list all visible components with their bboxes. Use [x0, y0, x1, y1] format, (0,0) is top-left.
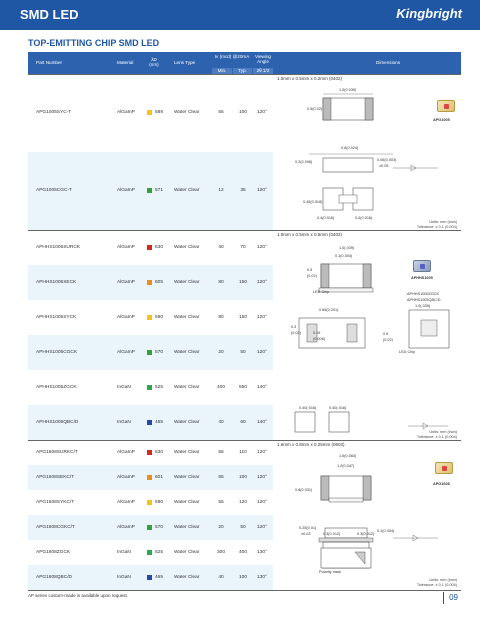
part-number-cell: APHHS1005SURCK: [36, 245, 80, 250]
viewing-angle-cell: 140°: [257, 385, 267, 390]
iv-typ-cell: 50: [240, 525, 246, 530]
color-swatch: [147, 385, 152, 390]
part-number-cell: APHHS1005QBC/D: [36, 420, 79, 425]
package-code-variant: APHHS1005QBC/D: [407, 298, 441, 302]
color-swatch: [147, 525, 152, 530]
dim-label: 0.4(0.016): [355, 216, 373, 220]
table-row: [28, 405, 273, 440]
part-number-cell: APHHS1005CGCK: [36, 350, 78, 355]
wavelength-cell: 589: [155, 110, 164, 115]
material-cell: AlGaInP: [117, 475, 135, 480]
page-number: 09: [449, 593, 458, 602]
dim-label: LED Chip: [399, 350, 416, 354]
table-row: [28, 515, 273, 540]
footnote: AP series custom-made is available upon request.: [28, 593, 128, 598]
iv-min-cell: 80: [218, 315, 224, 320]
table-row: [28, 265, 273, 300]
dim-label: ±0.05: [379, 164, 389, 168]
table-row: [28, 370, 273, 405]
package-title: 1.6mm x 0.8mm x 0.25mm (0603): [277, 442, 345, 447]
part-number-cell: APHHS1005SYCK: [36, 315, 77, 320]
iv-typ-cell: 550: [238, 385, 247, 390]
iv-typ-cell: 110: [239, 450, 247, 455]
col-min: Min.: [212, 68, 232, 74]
wavelength-cell: 601: [155, 475, 164, 480]
iv-min-cell: 12: [218, 188, 224, 193]
iv-typ-cell: 120: [238, 500, 247, 505]
material-cell: AlGaInP: [117, 500, 135, 505]
dimension-panel-0402-b: [273, 230, 461, 440]
viewing-angle-cell: 120°: [257, 188, 267, 193]
dim-label: (0.02): [307, 274, 317, 278]
color-swatch: [147, 500, 152, 505]
dim-label: (0.02): [291, 331, 301, 335]
color-swatch: [147, 110, 152, 115]
material-cell: InGaN: [117, 420, 131, 425]
iv-typ-cell: 400: [238, 550, 247, 555]
viewing-angle-cell: 120°: [257, 500, 267, 505]
iv-min-cell: 20: [218, 525, 224, 530]
part-number-cell: APG1608QBC/D: [36, 575, 72, 580]
col-material: Material: [117, 60, 134, 65]
col-wavelength: λD (nm): [149, 57, 159, 67]
color-swatch: [147, 315, 152, 320]
viewing-angle-cell: 120°: [257, 315, 267, 320]
table-row: [28, 230, 273, 265]
dim-label: 0.06(0.003): [377, 158, 397, 162]
iv-typ-cell: 150: [238, 315, 247, 320]
dim-label: 0.40(.016): [329, 406, 347, 410]
wavelength-cell: 465: [155, 575, 164, 580]
wavelength-cell: 525: [155, 550, 164, 555]
dimension-panel-0402-a: [273, 74, 461, 230]
iv-typ-cell: 100: [238, 475, 247, 480]
lens-type-cell: Water Clear: [174, 280, 200, 285]
brand-logo: Kingbright: [396, 6, 462, 21]
package-code-variant: APHHS1005ZGCK: [407, 292, 440, 296]
dim-label: LED Chip: [313, 290, 330, 294]
part-number-cell: APG1608SURKC/T: [36, 450, 78, 455]
dim-label: ±0.03: [301, 532, 311, 536]
wavelength-cell: 571: [155, 188, 164, 193]
dim-label: 0.15: [313, 331, 321, 335]
col-iv: Iv (mcd) @20mA: [214, 54, 250, 59]
dim-label: 0.40(.016): [299, 406, 317, 410]
table-row: [28, 152, 273, 230]
dim-label: 1.0(0.039): [339, 88, 357, 92]
viewing-angle-cell: 120°: [257, 450, 267, 455]
viewing-angle-cell: 120°: [257, 525, 267, 530]
wavelength-cell: 590: [155, 315, 164, 320]
table-row: [28, 440, 273, 465]
package-title: 1.0mm x 0.5mm x 0.2mm (0402): [277, 76, 343, 81]
package-code: APG1608: [433, 482, 450, 486]
dim-label: 0.8(0.031): [295, 488, 313, 492]
material-cell: AlGaInP: [117, 350, 135, 355]
viewing-angle-cell: 120°: [257, 280, 267, 285]
lens-type-cell: Water Clear: [174, 450, 200, 455]
col-dimensions: Dimensions: [376, 60, 400, 65]
wavelength-cell: 570: [155, 350, 164, 355]
dim-label: 0.2(0.008): [295, 160, 313, 164]
units-note: Units: mm (inch) Tolerance: ± 0.1 (0.004): [416, 220, 457, 229]
wavelength-cell: 570: [155, 525, 164, 530]
iv-min-cell: 55: [218, 110, 224, 115]
table-row: [28, 300, 273, 335]
chip-photo: [435, 462, 453, 474]
lens-type-cell: Water Clear: [174, 188, 200, 193]
color-swatch: [147, 350, 152, 355]
dim-label: 1.2(0.047): [337, 464, 355, 468]
iv-min-cell: 55: [218, 450, 224, 455]
dim-label: 1.0(.039): [339, 246, 355, 250]
part-number-cell: APHHS1005SECK: [36, 280, 77, 285]
material-cell: AlGaInP: [117, 525, 135, 530]
table-row: [28, 565, 273, 590]
col-lens-type: Lens Type: [174, 60, 196, 65]
wavelength-cell: 525: [155, 385, 164, 390]
material-cell: InGaN: [117, 550, 131, 555]
lens-type-cell: Water Clear: [174, 350, 200, 355]
dim-label: (0.02): [383, 338, 393, 342]
dim-label: 0.65(0.201): [319, 308, 339, 312]
units-note: Units: mm (inch) Tolerance: ± 0.1 (0.004): [416, 430, 457, 439]
part-number-cell: APG1608ZGCK: [36, 550, 71, 555]
dim-label: 0.5: [307, 268, 313, 272]
color-swatch: [147, 188, 152, 193]
dim-label: 0.25(0.01): [299, 526, 317, 530]
part-number-cell: APG1005SYC-T: [36, 110, 72, 115]
iv-typ-cell: 35: [240, 188, 246, 193]
iv-min-cell: 20: [218, 350, 224, 355]
color-swatch: [147, 245, 152, 250]
wavelength-cell: 605: [155, 280, 164, 285]
color-swatch: [147, 450, 152, 455]
wavelength-cell: 590: [155, 500, 164, 505]
page-separator: [443, 592, 444, 604]
lens-type-cell: Water Clear: [174, 525, 200, 530]
part-number-cell: APG1005CGC-T: [36, 188, 72, 193]
lens-type-cell: Water Clear: [174, 475, 200, 480]
material-cell: InGaN: [117, 385, 131, 390]
dim-label: 0.3(0.012): [357, 532, 375, 536]
viewing-angle-cell: 120°: [257, 350, 267, 355]
iv-min-cell: 400: [216, 385, 225, 390]
lens-type-cell: Water Clear: [174, 420, 200, 425]
iv-min-cell: 40: [218, 575, 224, 580]
lens-type-cell: Water Clear: [174, 315, 200, 320]
material-cell: AlGaInP: [117, 188, 135, 193]
wavelength-cell: 630: [155, 245, 164, 250]
lens-type-cell: Water Clear: [174, 110, 200, 115]
dim-label: 0.6(0.024): [341, 146, 359, 150]
iv-min-cell: 40: [218, 245, 224, 250]
package-code: APG1005: [433, 118, 450, 122]
dim-label: 0.3(0.012): [323, 532, 341, 536]
lens-type-cell: Water Clear: [174, 550, 200, 555]
package-title: 1.0mm x 0.5mm x 0.5mm (0402): [277, 232, 343, 237]
part-number-cell: APG1608CGKC/T: [36, 525, 75, 530]
table-row: [28, 465, 273, 490]
iv-typ-cell: 60: [240, 420, 246, 425]
viewing-angle-cell: 120°: [257, 245, 267, 250]
material-cell: AlGaInP: [117, 315, 135, 320]
dim-label: 1.6(0.063): [339, 454, 357, 458]
dim-label: Polarity mark: [319, 570, 342, 574]
iv-min-cell: 300: [216, 550, 225, 555]
iv-min-cell: 55: [218, 500, 224, 505]
dim-label: 0.45(0.018): [303, 200, 323, 204]
lens-type-cell: Water Clear: [174, 245, 200, 250]
material-cell: AlGaInP: [117, 450, 135, 455]
dim-label: 0.3: [291, 325, 297, 329]
color-swatch: [147, 280, 152, 285]
dimension-drawing: [273, 74, 461, 230]
iv-min-cell: 40: [218, 420, 224, 425]
material-cell: InGaN: [117, 575, 131, 580]
viewing-angle-cell: 130°: [257, 575, 267, 580]
dim-label: 0.5: [383, 332, 389, 336]
iv-typ-cell: 100: [238, 110, 247, 115]
dim-label: (0.006): [313, 337, 326, 341]
viewing-angle-cell: 130°: [257, 550, 267, 555]
iv-typ-cell: 70: [240, 245, 246, 250]
units-note: Units: mm (inch) Tolerance: ± 0.1 (0.004): [416, 578, 457, 587]
iv-min-cell: 80: [218, 280, 224, 285]
dimension-drawing: [273, 440, 461, 590]
material-cell: AlGaInP: [117, 110, 135, 115]
color-swatch: [147, 420, 152, 425]
viewing-angle-cell: 120°: [257, 110, 267, 115]
package-code: APHHS1005: [411, 276, 433, 280]
viewing-angle-cell: 140°: [257, 420, 267, 425]
dimension-panel-0603: [273, 440, 461, 590]
viewing-angle-cell: 120°: [257, 475, 267, 480]
col-typ: Typ.: [233, 68, 252, 74]
lens-type-cell: Water Clear: [174, 500, 200, 505]
chip-photo: [437, 100, 455, 112]
wavelength-cell: 465: [155, 420, 164, 425]
dim-label: 0.1(0.004): [335, 254, 353, 258]
col-viewing: Viewing Angle: [254, 54, 271, 64]
page-subtitle: TOP-EMITTING CHIP SMD LED: [28, 38, 160, 48]
table-row: [28, 335, 273, 370]
dim-label: 0.4(0.016): [317, 216, 335, 220]
dim-label: 1.0(.039): [415, 304, 431, 308]
iv-min-cell: 55: [218, 475, 224, 480]
table-row: [28, 74, 273, 152]
top-banner: [0, 0, 480, 30]
table-row: [28, 540, 273, 565]
section-title: SMD LED: [20, 7, 79, 22]
chip-photo: [413, 260, 431, 272]
part-number-cell: APHHS1005ZGCK: [36, 385, 77, 390]
table-bottom-divider: [28, 590, 461, 591]
iv-typ-cell: 100: [238, 575, 247, 580]
material-cell: AlGaInP: [117, 245, 135, 250]
iv-typ-cell: 50: [240, 350, 246, 355]
col-angle: 2θ 1/2: [253, 68, 273, 74]
color-swatch: [147, 575, 152, 580]
lens-type-cell: Water Clear: [174, 575, 200, 580]
iv-typ-cell: 150: [238, 280, 247, 285]
col-part-number: Part Number: [36, 60, 63, 65]
color-swatch: [147, 550, 152, 555]
color-swatch: [147, 475, 152, 480]
table-row: [28, 490, 273, 515]
table-header: [28, 52, 461, 74]
dim-label: 0.5(0.02): [307, 107, 323, 111]
dim-label: 0.1(0.004): [377, 529, 395, 533]
wavelength-cell: 630: [155, 450, 164, 455]
lens-type-cell: Water Clear: [174, 385, 200, 390]
part-number-cell: APG1608SYKC/T: [36, 500, 75, 505]
part-number-cell: APG1608SEKC/T: [36, 475, 75, 480]
material-cell: AlGaInP: [117, 280, 135, 285]
